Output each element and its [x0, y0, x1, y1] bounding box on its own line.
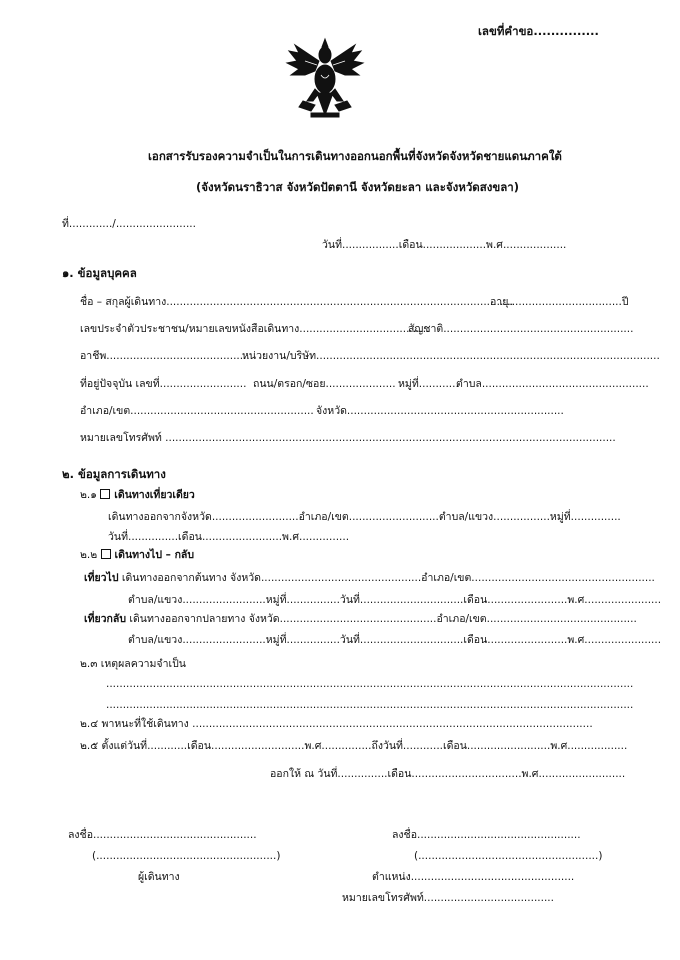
moo-field: หมู่ที่............ [398, 378, 459, 390]
round-trip-label: เดินทางไป – กลับ [114, 549, 195, 561]
province-field: จังหวัด................................................................. [316, 405, 564, 417]
option-round-trip [80, 549, 194, 561]
period-field: ๒.๕ ตั้งแต่วันที่............เดือน............................พ.ศ...............ถึงวันที่............เดือน.........................พ.ศ.................. [80, 740, 628, 752]
address-field: ที่อยู่ปัจจุบัน เลขที่.......................... [80, 378, 247, 390]
id-number-field: เลขประจำตัวประชาชน/หมายเลขหนังสือเดินทาง....................................... [80, 323, 430, 335]
one-way-origin-line: เดินทางออกจากจังหวัด..........................อำเภอ/เขต...........................ตำบล/แขวง.................หมู่ที่............... [108, 511, 621, 523]
occupation-field: อาชีพ........................................... [80, 350, 250, 362]
traveler-signature: ลงชื่อ................................................. [68, 829, 257, 841]
traveler-name-field: ชื่อ – สกุลผู้เดินทาง........................................................................................................ [80, 296, 514, 308]
workplace-field: หน่วยงาน/บริษัท....................................................................................................... [242, 350, 660, 362]
traveler-printed-name: (......................................................) [92, 850, 281, 862]
reason-line-1: .............................................................................................................................................................. [106, 678, 634, 690]
one-way-label: เดินทางเที่ยวเดียว [114, 489, 195, 501]
outbound-line2: ตำบล/แขวง.........................หมู่ที่................วันที่...............................เดือน........................พ.ศ....................... [128, 594, 662, 606]
outbound-label: เที่ยวไป [84, 572, 119, 584]
return-label: เที่ยวกลับ [84, 613, 127, 625]
request-number: เลขที่คำขอ............... [478, 24, 599, 38]
return-line1 [84, 614, 637, 625]
option-one-way-number: ๒.๑ [80, 489, 97, 501]
reason-heading: ๒.๓ เหตุผลความจำเป็น [80, 658, 186, 670]
subdistrict-field: ตำบล.................................................. [456, 378, 649, 390]
vehicle-field: ๒.๔ พาหนะที่ใช้เดินทาง ........................................................................................................................ [80, 718, 593, 730]
document-date: วันที่.................เดือน...................พ.ศ................... [322, 239, 567, 251]
outbound-line1 [84, 573, 655, 584]
officer-phone: หมายเลขโทรศัพท์....................................... [342, 892, 554, 904]
option-round-trip-number: ๒.๒ [80, 549, 98, 561]
outbound-origin: เดินทางออกจากต้นทาง จังหวัด................................................อำเภอ/เขต....................................................... [121, 572, 655, 584]
officer-position: ตำแหน่ง................................................. [372, 871, 575, 883]
return-origin: เดินทางออกจากปลายทาง จังหวัด...............................................อำเภอ/เขต............................................. [129, 613, 637, 625]
officer-printed-name: (......................................................) [414, 850, 603, 862]
road-field: ถนน/ตรอก/ซอย..................... [253, 378, 396, 390]
traveler-role: ผู้เดินทาง [138, 871, 180, 883]
officer-signature: ลงชื่อ................................................. [392, 829, 581, 841]
one-way-checkbox[interactable] [100, 489, 110, 499]
reference-number: ที่............./........................ [62, 218, 196, 230]
district-field: อำเภอ/เขต....................................................... [80, 405, 314, 417]
section1-heading: ๑. ข้อมูลบุคคล [62, 266, 137, 280]
option-one-way [80, 489, 195, 501]
one-way-date-line: วันที่...............เดือน........................พ.ศ............... [108, 531, 350, 543]
phone-field: หมายเลขโทรศัพท์ ....................................................................................................................................... [80, 432, 616, 444]
nationality-field: สัญชาติ......................................................... [408, 323, 634, 335]
document-subtitle: (จังหวัดนราธิวาส จังหวัดปัตตานี จังหวัดยะลา และจังหวัดสงขลา) [196, 180, 520, 194]
age-field: อายุ..................................ปี [490, 296, 629, 308]
round-trip-checkbox[interactable] [101, 549, 111, 559]
return-line2: ตำบล/แขวง.........................หมู่ที่................วันที่...............................เดือน........................พ.ศ....................... [128, 634, 662, 646]
section2-heading: ๒. ข้อมูลการเดินทาง [62, 467, 166, 481]
document-title: เอกสารรับรองความจำเป็นในการเดินทางออกนอกพื้นที่จังหวัดจังหวัดชายแดนภาคใต้ [148, 149, 562, 163]
issue-date: ออกให้ ณ วันที่...............เดือน.................................พ.ศ.......................... [270, 768, 626, 780]
reason-line-2: .............................................................................................................................................................. [106, 699, 634, 711]
garuda-emblem-icon [285, 35, 365, 121]
